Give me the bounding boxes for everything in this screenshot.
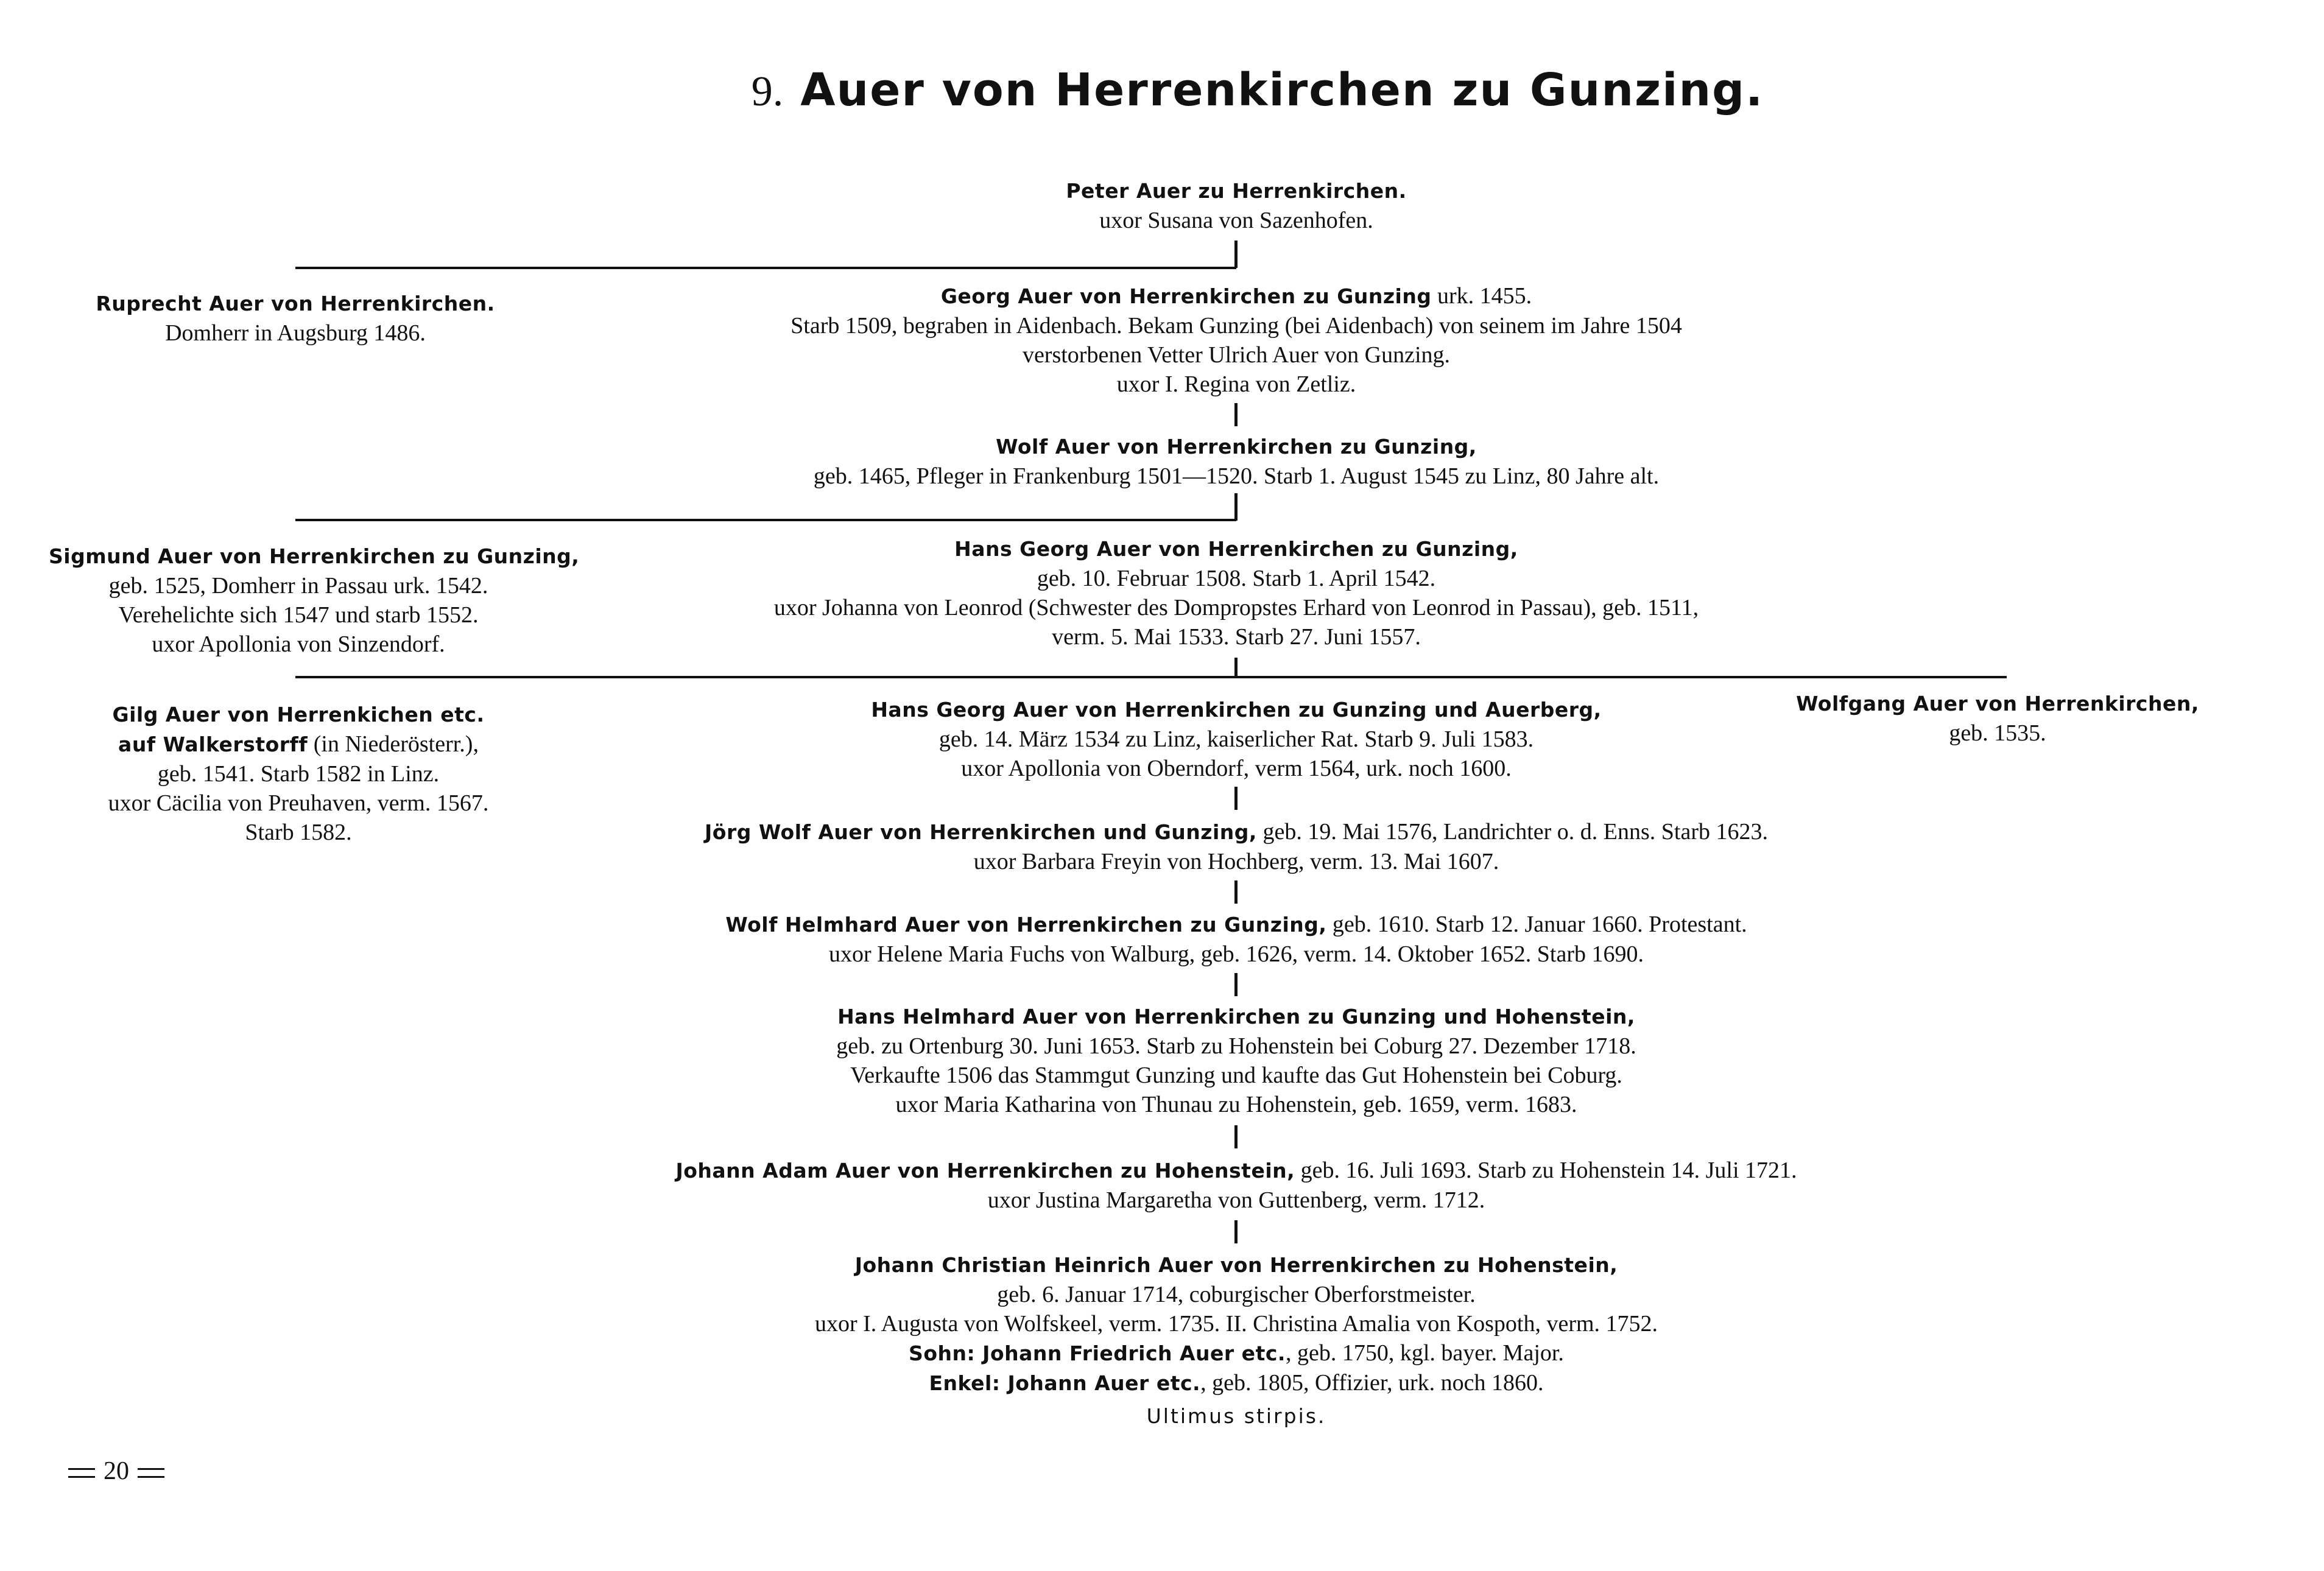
wolf-helmhard-name: Wolf Helmhard Auer von Herrenkirchen zu Gunzing, — [725, 913, 1327, 937]
hans-georg-spouse: uxor Johanna von Leonrod (Schwester des Dompropstes Erhard von Leonrod in Passau), geb. 1511, — [773, 595, 1699, 620]
wolf-helmhard-details: geb. 1610. Starb 12. Januar 1660. Protestant. — [1326, 912, 1747, 937]
hans-helmhard-entry — [688, 1002, 1784, 1119]
johann-christian-name: Johann Christian Heinrich Auer von Herrenkirchen zu Hohenstein, — [854, 1253, 1618, 1277]
gilg-name: Gilg Auer von Herrenkichen etc. — [112, 703, 485, 726]
georg-name-tail: urk. 1455. — [1431, 283, 1532, 309]
wolf-entry — [688, 432, 1784, 491]
gilg-estate: auf Walkerstorff — [118, 733, 308, 756]
grandson-line — [688, 1368, 1784, 1398]
wolf-helmhard-spouse: uxor Helene Maria Fuchs von Walburg, geb. 1626, verm. 14. Oktober 1652. Starb 1690. — [829, 941, 1644, 967]
page-number — [68, 1457, 173, 1486]
georg-details: , begraben in Aidenbach. Bekam Gunzing (bei Aidenbach) von seinem im Jahre 1504 — [891, 313, 1682, 339]
gilg-entry — [61, 700, 536, 847]
gilg-death: Starb 1582. — [245, 820, 352, 845]
gilg-details: geb. 1541. Starb 1582 in Linz. — [157, 761, 440, 787]
wolfgang-name: Wolfgang Auer von Herrenkirchen, — [1796, 692, 2199, 715]
gilg-estate-tail: (in Niederösterr.), — [308, 731, 479, 757]
hans-georg-auerberg-details: geb. 14. März 1534 zu Linz, kaiserlicher Rat. Starb 9. Juli 1583. — [938, 726, 1534, 752]
son-name: Johann Friedrich Auer etc. — [982, 1341, 1286, 1365]
hans-georg-auerberg-spouse: uxor Apollonia von Oberndorf, verm 1564, urk. noch 1600. — [961, 756, 1512, 781]
page-number-left-rule — [68, 1468, 95, 1478]
closing-note: Ultimus stirpis. — [1146, 1404, 1326, 1428]
connector-vertical — [1234, 241, 1238, 268]
connector-vertical — [1234, 787, 1238, 810]
connector-vertical — [1234, 1125, 1238, 1148]
johann-adam-entry — [609, 1156, 1864, 1215]
son-line — [688, 1338, 1784, 1368]
sigmund-spouse: uxor Apollonia von Sinzendorf. — [152, 631, 445, 657]
sigmund-details-1: geb. 1525, Domherr in Passau urk. 1542. — [108, 573, 488, 599]
founder-name: Peter Auer zu Herrenkirchen. — [1066, 179, 1407, 203]
connector-horizontal — [295, 267, 1236, 269]
hans-georg-details: geb. 10. Februar 1508. Starb 1. April 1542. — [1037, 566, 1436, 591]
johann-adam-spouse: uxor Justina Margaretha von Guttenberg, verm. 1712. — [987, 1187, 1485, 1213]
hans-georg-auerberg-name: Hans Georg Auer von Herrenkirchen zu Gunzing und Auerberg, — [871, 698, 1602, 722]
sigmund-entry — [49, 542, 580, 659]
grandson-details: , geb. 1805, Offizier, urk. noch 1860. — [1200, 1370, 1544, 1396]
connector-horizontal — [295, 519, 1236, 521]
hans-helmhard-details: geb. zu Ortenburg 30. Juni 1653. Starb zu Hohenstein bei Coburg 27. Dezember 1718. — [836, 1033, 1636, 1059]
son-details: , geb. 1750, kgl. bayer. Major. — [1285, 1340, 1564, 1366]
johann-christian-details: geb. 6. Januar 1714, coburgischer Oberforstmeister. — [997, 1282, 1476, 1307]
connector-vertical — [1234, 493, 1238, 521]
wolf-name: Wolf Auer von Herrenkirchen zu Gunzing, — [996, 435, 1477, 459]
hans-georg-marriage: verm. 5. Mai 1533. Starb 27. Juni 1557. — [1052, 624, 1421, 650]
sigmund-name: Sigmund Auer von Herrenkirchen zu Gunzing, — [49, 544, 580, 568]
wolf-helmhard-entry — [627, 910, 1845, 969]
page-number-value: 20 — [104, 1457, 129, 1485]
connector-vertical — [1234, 880, 1238, 904]
wolf-details: geb. 1465, Pfleger in Frankenburg 1501—1520. Starb 1. August 1545 zu Linz, 80 Jahre alt. — [813, 463, 1660, 489]
title-number: 9. — [751, 68, 784, 115]
joerg-wolf-spouse: uxor Barbara Freyin von Hochberg, verm. 13. Mai 1607. — [973, 849, 1499, 874]
wolfgang-details: geb. 1535. — [1949, 720, 2046, 746]
connector-vertical — [1234, 403, 1238, 426]
founder-spouse: uxor Susana von Sazenhofen. — [1099, 208, 1373, 233]
grandson-label: Enkel: — [929, 1371, 1008, 1395]
hans-helmhard-sale: Verkaufte 1506 das Stammgut Gunzing und kaufte das Gut Hohenstein bei Coburg. — [850, 1063, 1622, 1088]
sigmund-details-2: Verehelichte sich 1547 und starb 1552. — [118, 602, 479, 628]
page-title — [0, 64, 2324, 116]
georg-details-2: verstorbenen Vetter Ulrich Auer von Gunzing. — [1022, 342, 1451, 368]
hans-georg-entry — [658, 535, 1815, 652]
page-number-right-rule — [138, 1468, 164, 1478]
grandson-name: Johann Auer etc. — [1007, 1371, 1201, 1395]
ruprecht-entry — [79, 289, 512, 348]
founder-entry — [993, 177, 1480, 235]
joerg-wolf-entry — [627, 817, 1845, 876]
wolfgang-entry — [1784, 689, 2211, 748]
title-text: Auer von Herrenkirchen zu Gunzing. — [800, 64, 1764, 116]
hans-helmhard-name: Hans Helmhard Auer von Herrenkirchen zu Gunzing und Hohenstein, — [837, 1005, 1635, 1028]
hans-helmhard-spouse: uxor Maria Katharina von Thunau zu Hohenstein, geb. 1659, verm. 1683. — [895, 1092, 1577, 1117]
johann-adam-name: Johann Adam Auer von Herrenkirchen zu Hohenstein, — [675, 1159, 1295, 1183]
ruprecht-details: Domherr in Augsburg 1486. — [165, 320, 426, 346]
joerg-wolf-details: geb. 19. Mai 1576, Landrichter o. d. Enns. Starb 1623. — [1256, 819, 1768, 845]
son-label: Sohn: — [909, 1341, 983, 1365]
georg-name: Georg Auer von Herrenkirchen zu Gunzing — [940, 284, 1432, 308]
johann-adam-details: geb. 16. Juli 1693. Starb zu Hohenstein 14. Juli 1721. — [1295, 1158, 1797, 1183]
ruprecht-name: Ruprecht Auer von Herrenkirchen. — [96, 292, 495, 315]
hans-georg-name: Hans Georg Auer von Herrenkirchen zu Gunzing, — [954, 537, 1518, 561]
georg-spouse: uxor I. Regina von Zetliz. — [1116, 371, 1356, 397]
connector-vertical — [1234, 1220, 1238, 1243]
gilg-spouse: uxor Cäcilia von Preuhaven, verm. 1567. — [108, 790, 489, 816]
johann-christian-entry — [688, 1251, 1784, 1431]
georg-entry — [688, 281, 1784, 399]
georg-death: Starb 1509 — [791, 313, 892, 339]
joerg-wolf-name: Jörg Wolf Auer von Herrenkirchen und Gunzing, — [705, 820, 1257, 844]
connector-vertical — [1234, 973, 1238, 996]
connector-horizontal — [295, 676, 2007, 678]
connector-vertical — [1234, 658, 1238, 678]
hans-georg-auerberg-entry — [780, 695, 1693, 783]
johann-christian-spouses: uxor I. Augusta von Wolfskeel, verm. 1735. II. Christina Amalia von Kospoth, verm. 1752. — [814, 1311, 1658, 1337]
